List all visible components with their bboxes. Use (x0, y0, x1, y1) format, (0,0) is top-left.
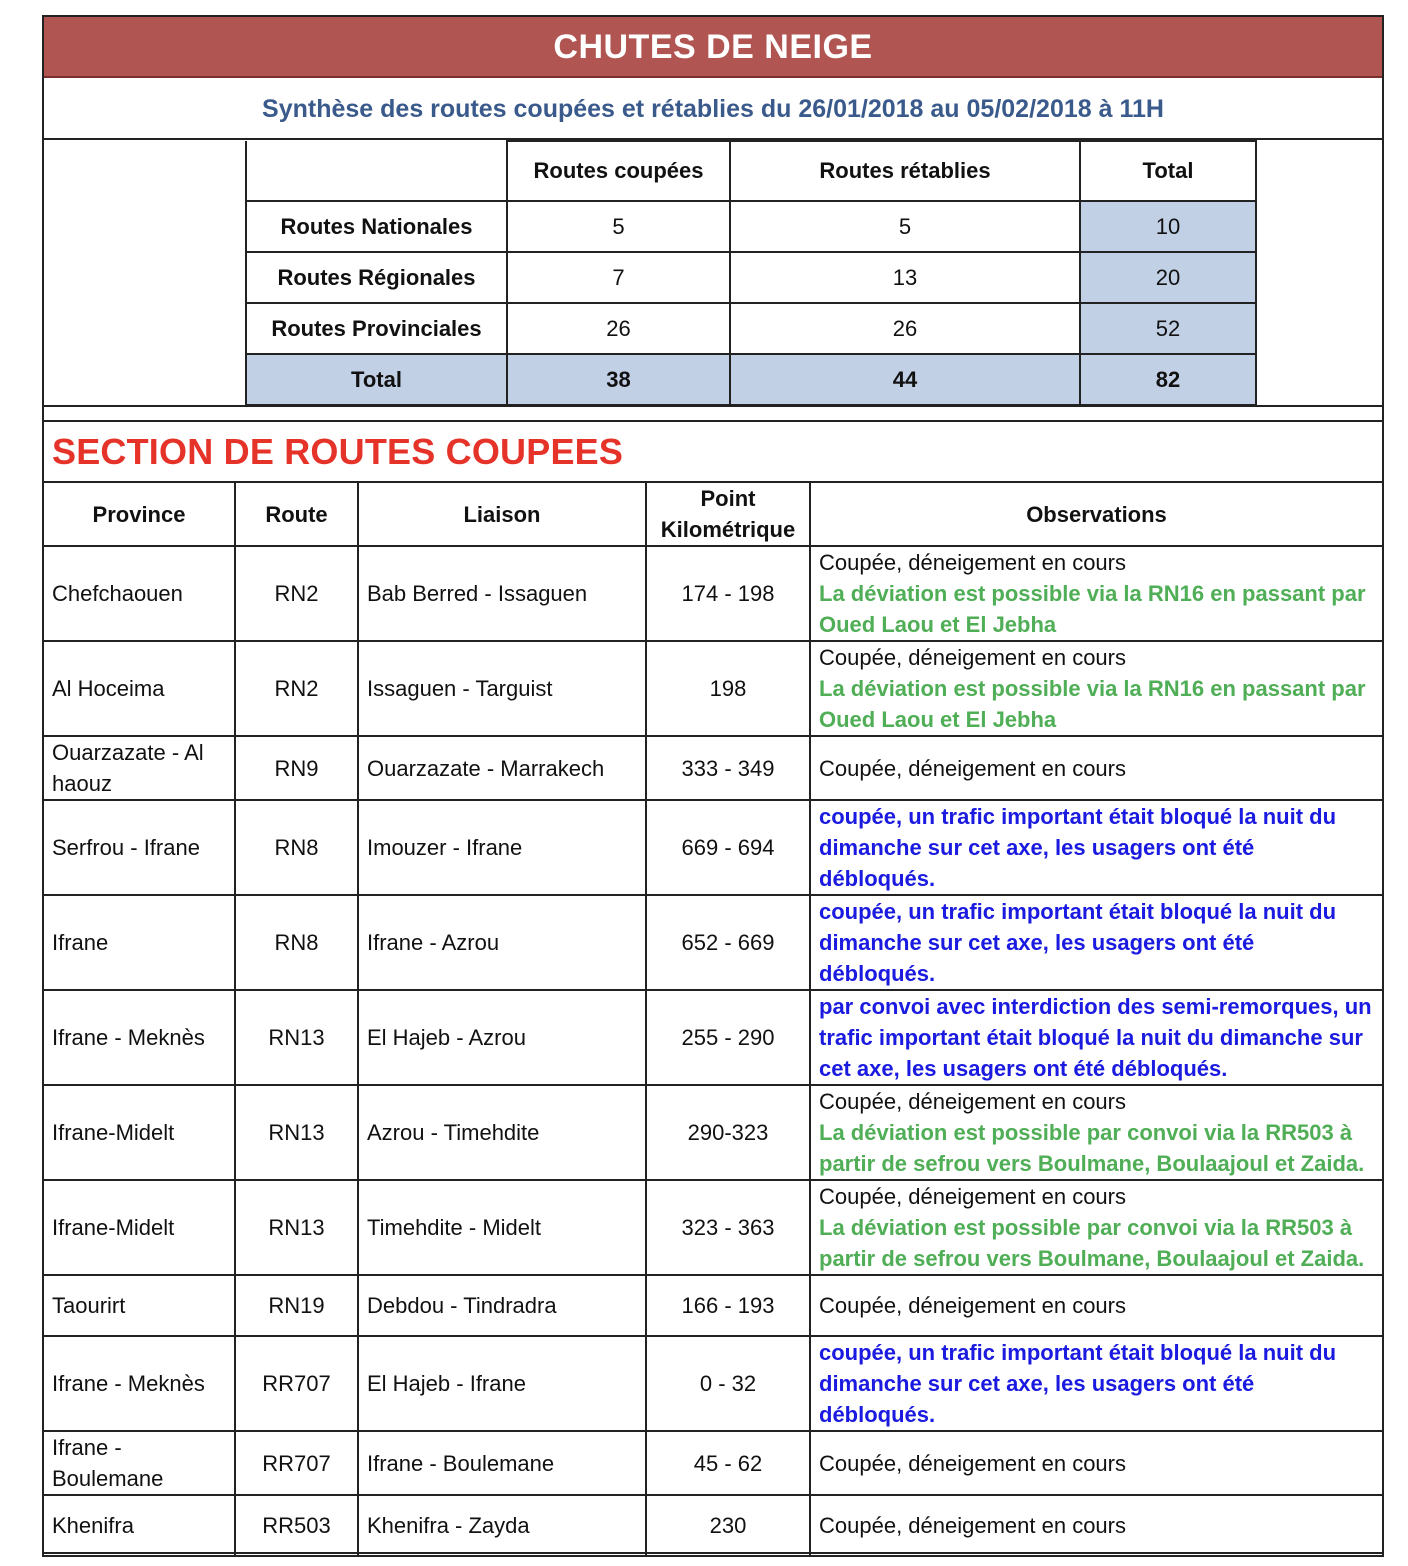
liaison-cell: Timehdite - Midelt (358, 1180, 646, 1275)
liaison-cell: Ifrane - Azrou (358, 895, 646, 990)
summary-row-label: Routes Régionales (246, 252, 507, 303)
deviation-note: La déviation est possible par convoi via la RR503 à partir de sefrou vers Boulmane, Boulaajoul et Zaida. (819, 1215, 1365, 1271)
observation-text: Coupée, déneigement en cours (819, 1089, 1126, 1114)
liaison-cell: Ouarzazate - Marrakech (358, 736, 646, 800)
divider (44, 405, 1382, 422)
point-kilometrique-cell: 0 - 32 (646, 1336, 810, 1431)
traffic-note: par convoi avec interdiction des semi-remorques, un trafic important était bloqué la nuit du dimanche sur cet axe, les usagers ont été débloqués. (819, 994, 1372, 1081)
province-cell: Ifrane - Meknès (43, 990, 235, 1085)
table-row (43, 546, 1383, 641)
route-cell: RN2 (235, 641, 358, 736)
point-kilometrique-cell: 198 (646, 641, 810, 736)
point-kilometrique-cell: 230 (646, 1495, 810, 1556)
province-cell: Chefchaouen (43, 546, 235, 641)
point-kilometrique-cell: 166 - 193 (646, 1275, 810, 1336)
observations-cell (810, 990, 1383, 1085)
observations-cell (810, 641, 1383, 736)
liaison-cell: Azrou - Timehdite (358, 1085, 646, 1180)
report-title: CHUTES DE NEIGE (44, 17, 1382, 78)
summary-header-coupees: Routes coupées (507, 141, 730, 201)
observation-text: Coupée, déneigement en cours (819, 755, 1126, 781)
observations-cell (810, 736, 1383, 800)
report-subtitle: Synthèse des routes coupées et rétablies du 26/01/2018 au 05/02/2018 à 11H (44, 78, 1382, 140)
summary-grand-total: 82 (1080, 354, 1256, 405)
liaison-cell: El Hajeb - Ifrane (358, 1336, 646, 1431)
province-cell: Serfrou - Ifrane (43, 800, 235, 895)
point-kilometrique-cell: 45 - 62 (646, 1431, 810, 1495)
observation-text: Coupée, déneigement en cours (819, 550, 1126, 575)
route-cell: RR503 (235, 1495, 358, 1556)
table-row (43, 736, 1383, 800)
route-cell: RN2 (235, 546, 358, 641)
summary-row (246, 303, 1256, 354)
observations-cell (810, 1431, 1383, 1495)
table-row (43, 1336, 1383, 1431)
observation-text: Coupée, déneigement en cours (819, 1184, 1126, 1209)
liaison-cell: Imouzer - Ifrane (358, 800, 646, 895)
table-row (43, 990, 1383, 1085)
header-observations: Observations (810, 482, 1383, 546)
cut-roads-table (42, 481, 1384, 1557)
observation-text: Coupée, déneigement en cours (819, 1513, 1126, 1538)
table-row (43, 1431, 1383, 1495)
liaison-cell: Khenifra - Zayda (358, 1495, 646, 1556)
summary-header-total: Total (1080, 141, 1256, 201)
province-cell: Khenifra (43, 1495, 235, 1556)
province-cell: Ifrane-Midelt (43, 1085, 235, 1180)
summary-header-retablies: Routes rétablies (730, 141, 1080, 201)
observation-text: Coupée, déneigement en cours (819, 645, 1126, 670)
point-kilometrique-cell: 669 - 694 (646, 800, 810, 895)
observations-cell (810, 1275, 1383, 1336)
liaison-cell: Bab Berred - Issaguen (358, 546, 646, 641)
province-cell: Ouarzazate - Al haouz (43, 736, 235, 800)
liaison-cell: Issaguen - Targuist (358, 641, 646, 736)
summary-cell-total: 52 (1080, 303, 1256, 354)
observation-text: Coupée, déneigement en cours (819, 1293, 1126, 1318)
point-kilometrique-cell: 652 - 669 (646, 895, 810, 990)
summary-row (246, 252, 1256, 303)
detail-header-row (43, 482, 1383, 546)
table-row (43, 895, 1383, 990)
route-cell: RN9 (235, 736, 358, 800)
point-kilometrique-cell: 290-323 (646, 1085, 810, 1180)
route-cell: RN13 (235, 1085, 358, 1180)
header-route: Route (235, 482, 358, 546)
detail-body (43, 546, 1383, 1556)
point-kilometrique-cell: 323 - 363 (646, 1180, 810, 1275)
province-cell: Ifrane - Boulemane (43, 1431, 235, 1495)
summary-cell-total: 10 (1080, 201, 1256, 252)
deviation-note: La déviation est possible via la RN16 en passant par Oued Laou et El Jebha (819, 676, 1366, 732)
observations-cell (810, 800, 1383, 895)
summary-total-label: Total (246, 354, 507, 405)
summary-cell-coupees: 5 (507, 201, 730, 252)
province-cell: Taourirt (43, 1275, 235, 1336)
header-province: Province (43, 482, 235, 546)
summary-row-label: Routes Nationales (246, 201, 507, 252)
table-row (43, 641, 1383, 736)
deviation-note: La déviation est possible via la RN16 en passant par Oued Laou et El Jebha (819, 581, 1366, 637)
summary-cell-total: 20 (1080, 252, 1256, 303)
observations-cell (810, 895, 1383, 990)
point-kilometrique-cell: 255 - 290 (646, 990, 810, 1085)
summary-corner-cell (246, 141, 507, 201)
liaison-cell: Debdou - Tindradra (358, 1275, 646, 1336)
route-cell: RR707 (235, 1336, 358, 1431)
summary-cell-coupees: 7 (507, 252, 730, 303)
route-cell: RN8 (235, 800, 358, 895)
liaison-cell: Ifrane - Boulemane (358, 1431, 646, 1495)
liaison-cell: El Hajeb - Azrou (358, 990, 646, 1085)
table-row (43, 1180, 1383, 1275)
summary-table (245, 140, 1257, 406)
summary-total-retablies: 44 (730, 354, 1080, 405)
observations-cell (810, 1495, 1383, 1556)
table-row (43, 800, 1383, 895)
snowfall-report (42, 15, 1384, 1554)
route-cell: RN13 (235, 1180, 358, 1275)
header-liaison: Liaison (358, 482, 646, 546)
section-title: SECTION DE ROUTES COUPEES (52, 431, 624, 472)
summary-total-row (246, 354, 1256, 405)
summary-total-coupees: 38 (507, 354, 730, 405)
summary-cell-retablies: 13 (730, 252, 1080, 303)
route-cell: RN13 (235, 990, 358, 1085)
header-point-kilometrique: Point Kilométrique (646, 482, 810, 546)
summary-row-label: Routes Provinciales (246, 303, 507, 354)
traffic-note: coupée, un trafic important était bloqué la nuit du dimanche sur cet axe, les usagers ont été débloqués. (819, 804, 1337, 891)
route-cell: RN8 (235, 895, 358, 990)
summary-cell-retablies: 26 (730, 303, 1080, 354)
route-cell: RR707 (235, 1431, 358, 1495)
traffic-note: coupée, un trafic important était bloqué la nuit du dimanche sur cet axe, les usagers ont été débloqués. (819, 899, 1337, 986)
point-kilometrique-cell: 174 - 198 (646, 546, 810, 641)
table-row (43, 1085, 1383, 1180)
observation-text: Coupée, déneigement en cours (819, 1450, 1126, 1476)
deviation-note: La déviation est possible par convoi via la RR503 à partir de sefrou vers Boulmane, Boulaajoul et Zaida. (819, 1120, 1365, 1176)
summary-cell-retablies: 5 (730, 201, 1080, 252)
point-kilometrique-cell: 333 - 349 (646, 736, 810, 800)
summary-header-row (246, 141, 1256, 201)
observations-cell (810, 1085, 1383, 1180)
route-cell: RN19 (235, 1275, 358, 1336)
province-cell: Al Hoceima (43, 641, 235, 736)
province-cell: Ifrane (43, 895, 235, 990)
observations-cell (810, 1336, 1383, 1431)
table-row (43, 1275, 1383, 1336)
province-cell: Ifrane-Midelt (43, 1180, 235, 1275)
observations-cell (810, 1180, 1383, 1275)
summary-row (246, 201, 1256, 252)
table-row (43, 1495, 1383, 1556)
traffic-note: coupée, un trafic important était bloqué la nuit du dimanche sur cet axe, les usagers ont été débloqués. (819, 1340, 1337, 1427)
province-cell: Ifrane - Meknès (43, 1336, 235, 1431)
summary-cell-coupees: 26 (507, 303, 730, 354)
observations-cell (810, 546, 1383, 641)
